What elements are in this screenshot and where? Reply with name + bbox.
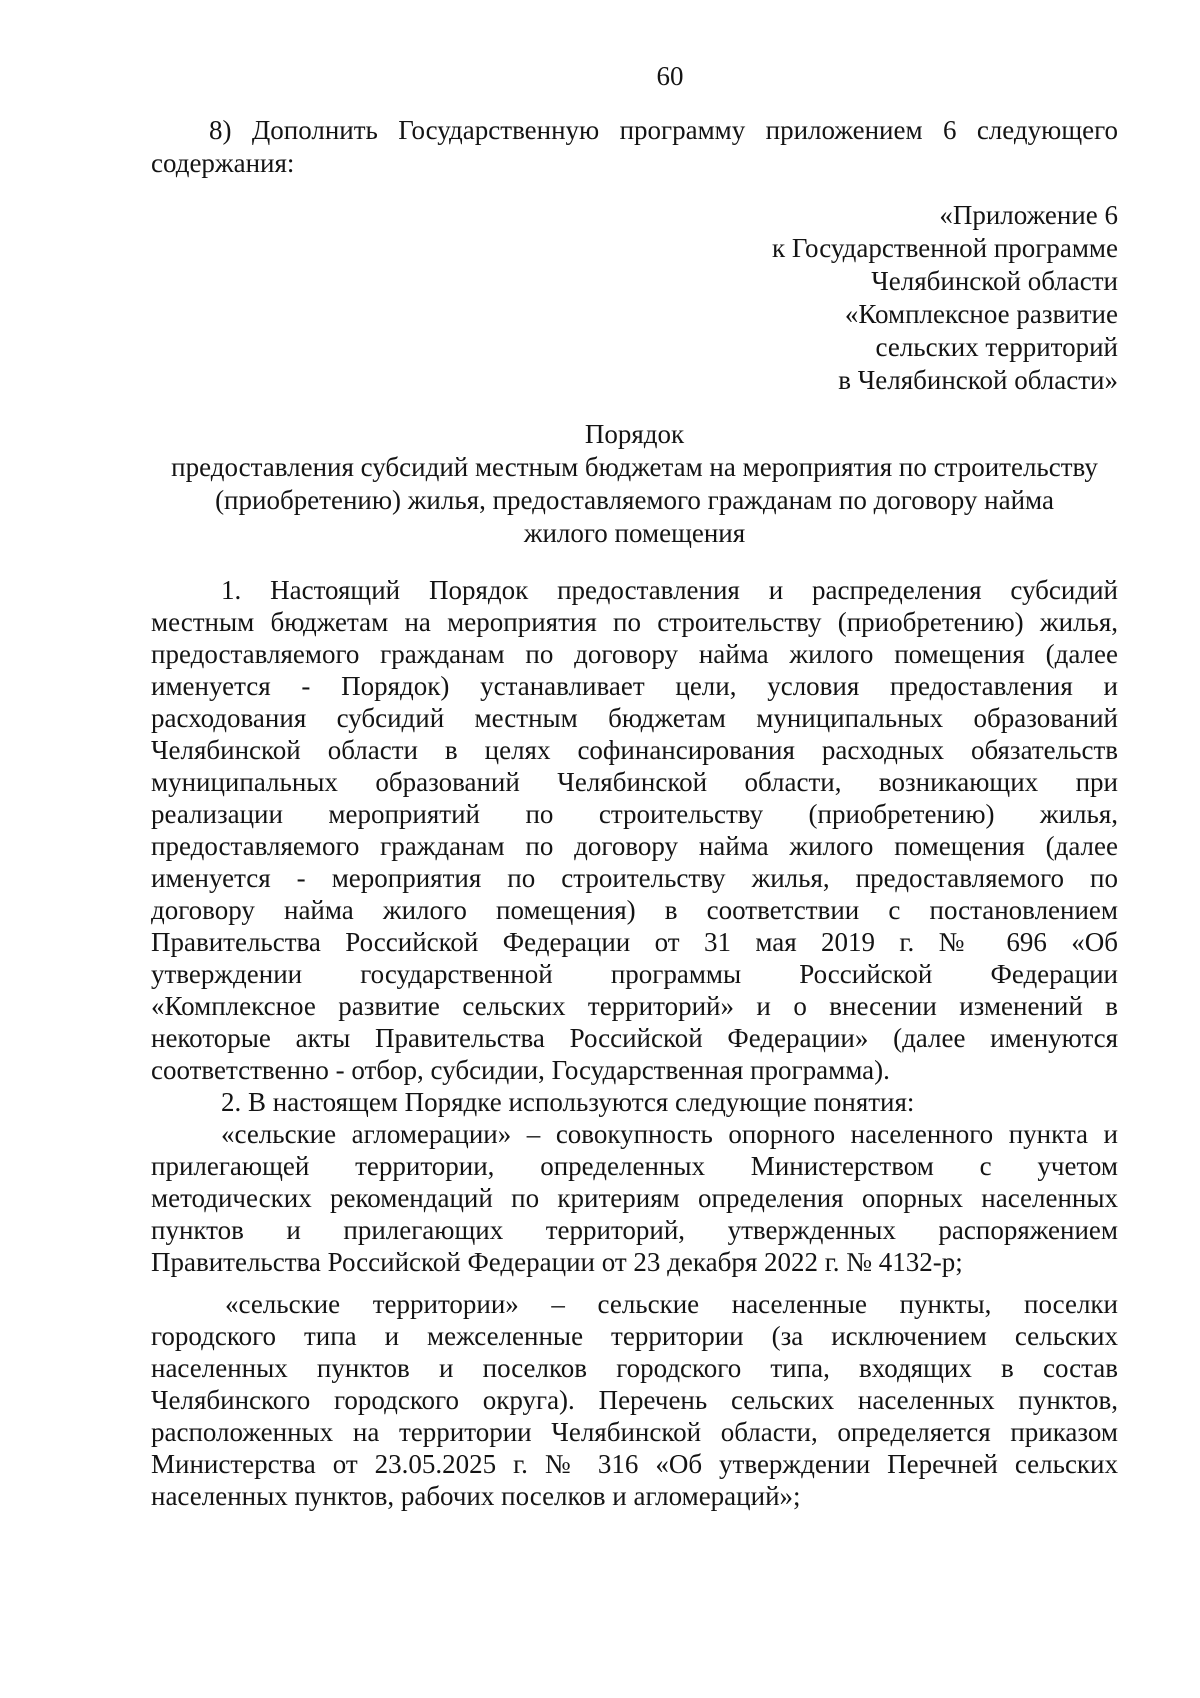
document-title: Порядок — [584, 419, 685, 449]
paragraph-1-line: местным бюджетам на мероприятия по строительству (приобретению) жилья, — [151, 607, 1118, 637]
paragraph-2-line: 2. В настоящем Порядке используются следующие понятия: — [221, 1087, 915, 1117]
paragraph-1-line: муниципальных образований Челябинской области, возникающих при — [151, 767, 1118, 797]
definition-territories-line: Министерства от 23.05.2025 г. № 316 «Об утверждении Перечней сельских — [151, 1449, 1118, 1479]
page-number: 60 — [656, 61, 684, 91]
appendix-heading-line: к Государственной программе — [771, 233, 1118, 263]
paragraph-1-line: предоставляемого гражданам по договору найма жилого помещения (далее — [151, 639, 1118, 669]
definition-territories-line: Челябинского городского округа). Перечень сельских населенных пунктов, — [151, 1385, 1118, 1415]
intro-line: 8) Дополнить Государственную программу приложением 6 следующего — [209, 115, 1118, 145]
appendix-heading-line: сельских территорий — [875, 332, 1118, 362]
appendix-heading-line: Челябинской области — [871, 266, 1118, 296]
appendix-heading-line: «Приложение 6 — [939, 200, 1118, 230]
definition-agglomerations-line: Правительства Российской Федерации от 23 декабря 2022 г. № 4132-р; — [151, 1247, 963, 1277]
paragraph-1-line: соответственно - отбор, субсидии, Государственная программа). — [151, 1055, 890, 1085]
definition-territories-line: «сельские территории» – сельские населенные пункты, поселки — [225, 1289, 1118, 1319]
document-subtitle-line: предоставления субсидий местным бюджетам на мероприятия по строительству — [171, 452, 1098, 482]
paragraph-1-line: именуется - Порядок) устанавливает цели, условия предоставления и — [151, 671, 1118, 701]
paragraph-1-line: предоставляемого гражданам по договору найма жилого помещения (далее — [151, 831, 1118, 861]
intro-line: содержания: — [151, 148, 295, 178]
document-subtitle-line: (приобретению) жилья, предоставляемого гражданам по договору найма — [215, 485, 1054, 515]
document-subtitle-line: жилого помещения — [523, 518, 746, 548]
definition-agglomerations-line: прилегающей территории, определенных Министерством с учетом — [151, 1151, 1118, 1181]
paragraph-1-line: реализации мероприятий по строительству (приобретению) жилья, — [151, 799, 1118, 829]
paragraph-1-line: расходования субсидий местным бюджетам муниципальных образований — [151, 703, 1118, 733]
paragraph-1-line: Челябинской области в целях софинансирования расходных обязательств — [151, 735, 1118, 765]
definition-agglomerations-line: «сельские агломерации» – совокупность опорного населенного пункта и — [221, 1119, 1118, 1149]
definition-territories-line: расположенных на территории Челябинской области, определяется приказом — [151, 1417, 1118, 1447]
paragraph-1-line: договору найма жилого помещения) в соответствии с постановлением — [151, 895, 1118, 925]
paragraph-1-line: 1. Настоящий Порядок предоставления и распределения субсидий — [221, 575, 1118, 605]
definition-territories-line: городского типа и межселенные территории (за исключением сельских — [151, 1321, 1118, 1351]
definition-territories-line: населенных пунктов, рабочих поселков и агломераций»; — [151, 1481, 801, 1511]
appendix-heading-line: «Комплексное развитие — [844, 299, 1118, 329]
paragraph-1-line: Правительства Российской Федерации от 31 мая 2019 г. № 696 «Об — [151, 927, 1118, 957]
appendix-heading-line: в Челябинской области» — [838, 365, 1118, 395]
definition-agglomerations-line: методических рекомендаций по критериям определения опорных населенных — [151, 1183, 1118, 1213]
definition-agglomerations-line: пунктов и прилегающих территорий, утвержденных распоряжением — [151, 1215, 1118, 1245]
definition-territories-line: населенных пунктов и поселков городского типа, входящих в состав — [151, 1353, 1118, 1383]
paragraph-1-line: некоторые акты Правительства Российской Федерации» (далее именуются — [151, 1023, 1118, 1053]
paragraph-1-line: утверждении государственной программы Российской Федерации — [151, 959, 1118, 989]
paragraph-1-line: именуется - мероприятия по строительству жилья, предоставляемого по — [151, 863, 1118, 893]
paragraph-1-line: «Комплексное развитие сельских территорий» и о внесении изменений в — [151, 991, 1118, 1021]
